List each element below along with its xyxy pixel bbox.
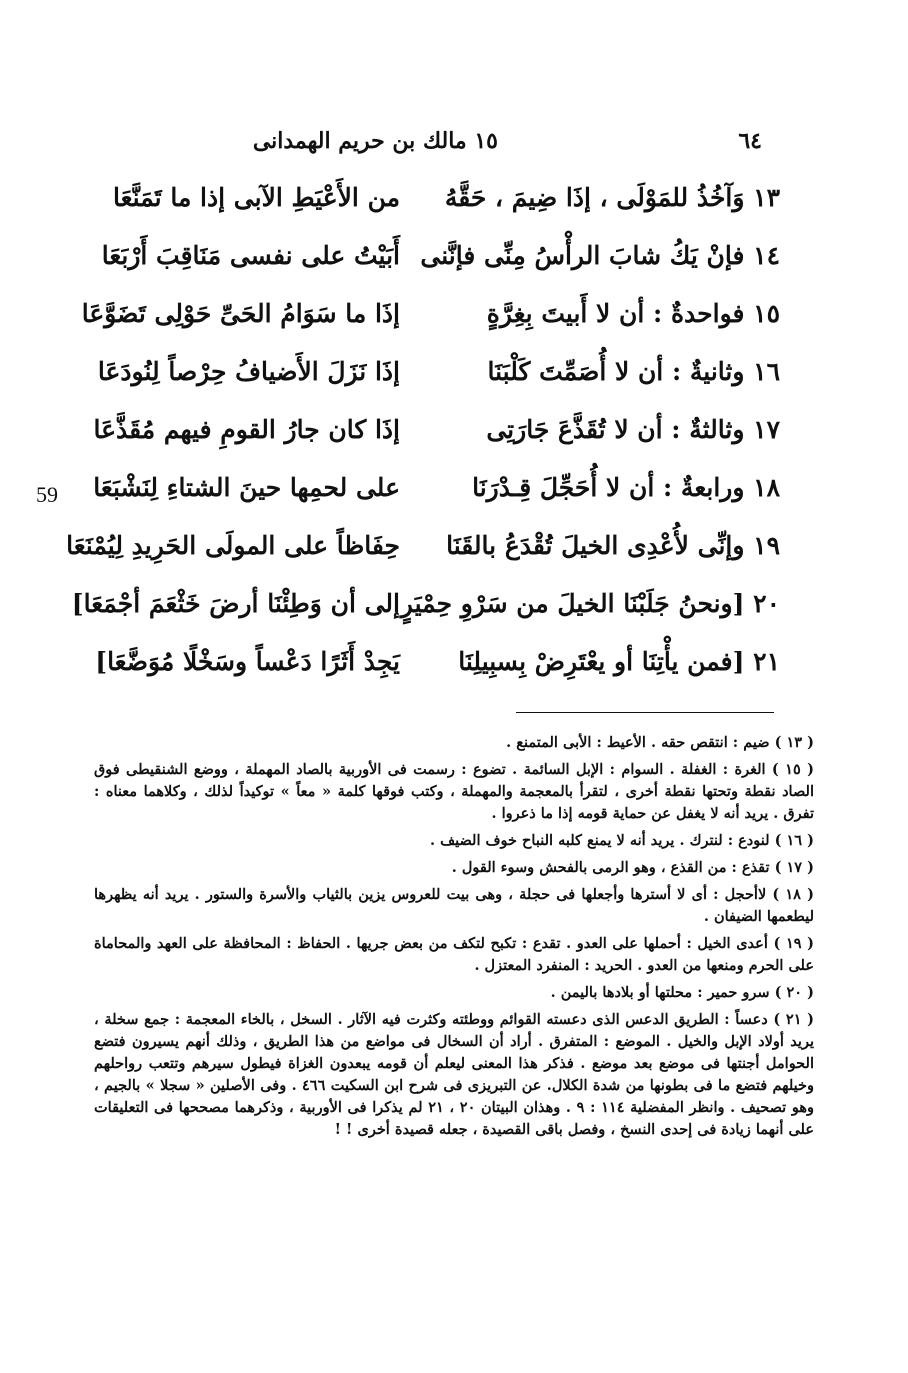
verse-first-hemistich: ١٣ وَآخُذُ للمَوْلَى ، إذَا ضِيمَ ، حَقَّهُ (444, 183, 780, 212)
verse-13 (0, 178, 908, 228)
verse-19 (0, 526, 908, 576)
verse-second-hemistich: من الأَعْيَطِ الآبى إذا ما تَمَنَّعَا (113, 183, 400, 212)
verse-second-hemistich: حِفَاظاً على المولَى الحَرِيدِ لِيُمْنَعَا (66, 531, 400, 560)
verse-second-hemistich: على لحمِها حينَ الشتاءِ لِنَشْبَعَا (93, 473, 400, 502)
verse-21 (0, 642, 908, 692)
running-title: ١٥ مالك بن حريم الهمدانى (252, 128, 498, 154)
footnote-divider (516, 712, 774, 713)
page-number: ٦٤ (738, 128, 762, 154)
footnotes (94, 732, 814, 1146)
verse-second-hemistich: يَجِدْ أَثَرًا دَعْساً وسَخْلًا مُوَضَّعَا] (95, 647, 400, 676)
verse-16 (0, 352, 908, 402)
verse-18 (0, 468, 908, 518)
verse-first-hemistich: ١٧ وثالثةٌ : أن لا تُقَذَّعَ جَارَتِى (486, 415, 780, 444)
verse-second-hemistich: أَبَيْتُ على نفسى مَنَاقِبَ أَرْبَعَا (101, 241, 400, 270)
verse-first-hemistich: ٢٠ [ونحنُ جَلَبْنَا الخيلَ من سَرْوِ حِمْيَرٍ (400, 589, 780, 618)
verse-15 (0, 294, 908, 344)
footnote: ( ١٩ ) أعدى الخيل : أحملها على العدو . تقدع : تكبح لتكف من بعض جريها . الحفاظ : المحافظة على العهد والمحاماة على الحرم ومنعها من العدو . الحريد : المنفرد المعتزل . (94, 935, 814, 974)
verse-first-hemistich: ١٩ وإنِّى لأُعْدِى الخيلَ تُقْدَعُ بالقَنَا (446, 531, 780, 560)
verse-second-hemistich: إذَا ما سَوَامُ الحَىِّ حَوْلِى تَضَوَّعَا (81, 299, 400, 328)
verse-second-hemistich: إلى أن وَطِئْنَا أرضَ خَثْعَمَ أجْمَعَا] (71, 589, 400, 618)
footnote: ( ٢٠ ) سرو حمير : محلتها أو بلادها باليمن . (550, 984, 814, 1001)
page-header (0, 128, 908, 164)
verse-first-hemistich: ١٤ فإنْ يَكُ شابَ الرأْسُ مِنِّى فإنَّنى (420, 241, 780, 270)
verse-14 (0, 236, 908, 286)
margin-page-number: 59 (36, 482, 58, 507)
verse-first-hemistich: ١٦ وثانيةٌ : أن لا أُصَمِّتَ كَلْبَنَا (487, 357, 780, 386)
footnote: ( ١٨ ) لاأحجل : أى لا أسترها وأجعلها فى حجلة ، وهى بيت للعروس يزين بالثياب والأسرة والستور . يريد أنه يظهرها ليطعمها الضيفان . (94, 886, 814, 925)
verse-17 (0, 410, 908, 460)
footnote: ( ١٦ ) لنودع : لنترك . يريد أنه لا يمنع كلبه النباح خوف الضيف . (429, 832, 814, 849)
verse-first-hemistich: ١٥ فواحدةٌ : أن لا أَبيتَ بِغِرَّةٍ (486, 299, 780, 328)
verse-second-hemistich: إذَا كان جارُ القومِ فيهم مُقَذَّعَا (93, 415, 400, 444)
footnote: ( ١٥ ) الغرة : الغفلة . السوام : الإبل السائمة . تضوع : رسمت فى الأوربية بالصاد المهملة ، ووضع الشنقيطى فوق الصاد نقطة وتحتها نقطة أخرى ، لتقرأ بالمعجمة والمهملة ، وكتب فوقها كلمة « معاً » توكيداً لذلك ، وكلاهما معناه : تفرق . يريد أنه لا يغفل عن حماية قومه إذا ما ذعروا . (94, 761, 814, 822)
verse-20 (0, 584, 908, 634)
footnote: ( ٢١ ) دعساً : الطريق الدعس الذى دعسته القوائم ووطئته وكثرت فيه الآثار . السخل ، بالخاء المعجمة : جمع سخلة ، يريد أولاد الإبل والخيل . الموضع : المتفرق . أراد أن السخال فى مواضع من هذا الطريق ، وذلك أنهم يسيرون فتضع الحوامل أجنتها فى موضع بعد موضع . فذكر هذا المعنى ليعلم أن قومه يبعدون الغزاة فيطول سيرهم وتتعب رواحلهم وخيلهم فتضع ما فى بطونها من شدة الكلال. عن التبريزى فى شرح ابن السكيت ٤٦٦ . وفى الأصلين « سجلا » بالجيم ، وهو تصحيف . وانظر المفضلية ١١٤ : ٩ . وهذان البيتان ٢٠ ، ٢١ لم يذكرا فى الأوربية ، وذكرهما مصححها فى التعليقات على أنهما زيادة فى إحدى النسخ ، وفصل باقى القصيدة ، جعله قصيدة أخرى ! ! (94, 1011, 815, 1138)
verse-first-hemistich: ١٨ ورابعةٌ : أن لا أُحَجِّلَ قِـدْرَنَا (472, 473, 780, 502)
verse-second-hemistich: إذَا نَزَلَ الأَضيافُ حِرْصاً لِنُودَعَا (97, 357, 400, 386)
footnote: ( ١٣ ) ضيم : انتقص حقه . الأعيط : الأبى المتمنع . (506, 734, 814, 751)
verse-first-hemistich: ٢١ [فمن يأْتِنَا أو يعْتَرِضْ بِسبِيلِنَا (458, 647, 780, 676)
footnote: ( ١٧ ) تقذع : من القذع ، وهو الرمى بالفحش وسوء القول . (451, 859, 814, 876)
